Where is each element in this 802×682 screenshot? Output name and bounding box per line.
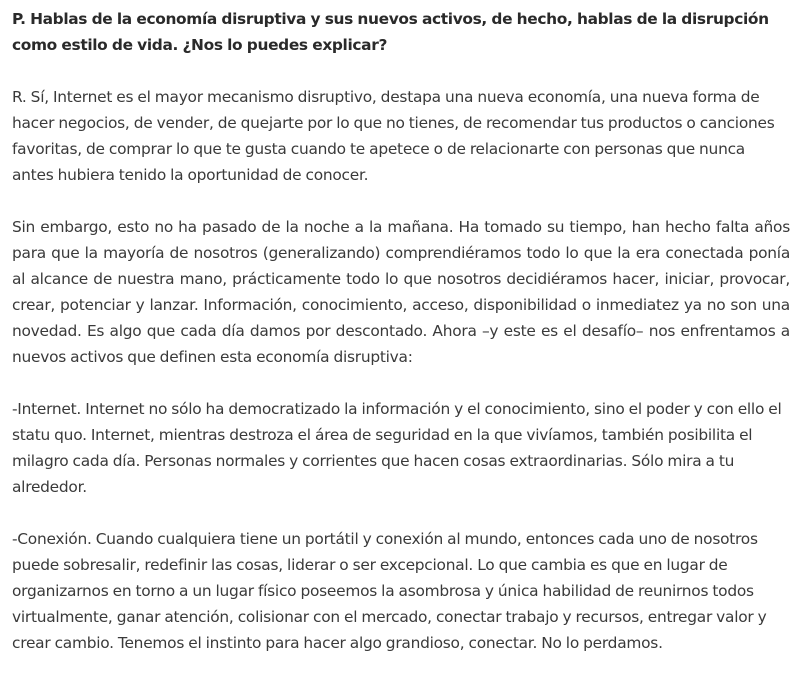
interview-question: P. Hablas de la economía disruptiva y sus nuevos activos, de hecho, hablas de la disrupción como estilo de vida. ¿Nos lo puedes explicar? xyxy=(12,10,769,54)
internet-paragraph: -Internet. Internet no sólo ha democratizado la información y el conocimiento, sino el poder y con ello el statu quo. Internet, mientras destroza el área de seguridad en la que vivíamos, también posibilita el milagro cada día. Personas normales y corrientes que hacen cosas extraordinarias. Sólo mira a tu alrededor. xyxy=(12,400,782,496)
answer-paragraph: R. Sí, Internet es el mayor mecanismo disruptivo, destapa una nueva economía, una nueva forma de hacer negocios, de vender, de quejarte por lo que no tienes, de recomendar tus productos o canciones favoritas, de comprar lo que te gusta cuando te apetece o de relacionarte con personas que nunca antes hubiera tenido la oportunidad de conocer. xyxy=(12,88,775,184)
body-paragraph: Sin embargo, esto no ha pasado de la noche a la mañana. Ha tomado su tiempo, han hecho falta años para que la mayoría de nosotros (generalizando) comprendiéramos todo lo que la era conectada ponía al alcance de nuestra mano, prácticamente todo lo que nosotros decidiéramos hacer, iniciar, provocar, crear, potenciar y lanzar. Información, conocimiento, acceso, disponibilidad o inmediatez ya no son una novedad. Es algo que cada día damos por descontado. Ahora –y este es el desafío– nos enfrentamos a nuevos activos que definen esta economía disruptiva: xyxy=(12,218,790,366)
article-body xyxy=(12,6,790,682)
connection-paragraph: -Conexión. Cuando cualquiera tiene un portátil y conexión al mundo, entonces cada uno de nosotros puede sobresalir, redefinir las cosas, liderar o ser excepcional. Lo que cambia es que en lugar de organizarnos en torno a un lugar físico poseemos la asombrosa y única habilidad de reunirnos todos virtualmente, ganar atención, colisionar con el mercado, conectar trabajo y recursos, entregar valor y crear cambio. Tenemos el instinto para hacer algo grandioso, conectar. No lo perdamos. xyxy=(12,530,767,652)
